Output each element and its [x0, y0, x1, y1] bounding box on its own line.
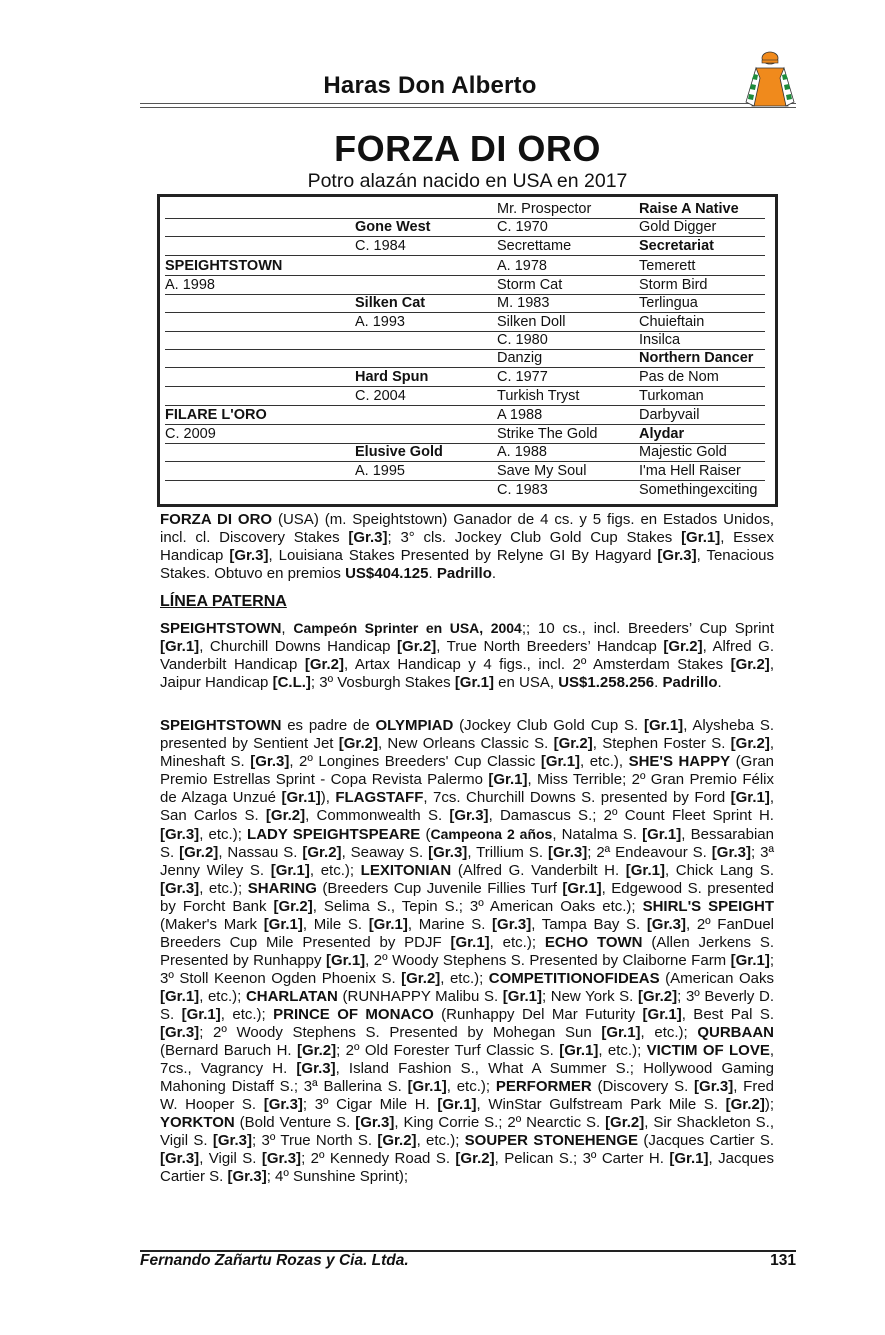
- text-run: ),: [320, 789, 336, 806]
- text-run: (RUNHAPPY Malibu S.: [337, 988, 503, 1005]
- bold-text: [Gr.3]: [263, 1096, 303, 1113]
- bold-text: [Gr.1]: [160, 638, 200, 655]
- text-run: , WinStar Gulfstream Park Mile S.: [476, 1096, 726, 1113]
- pedigree-table: [157, 194, 778, 507]
- pedigree-rule: [165, 275, 765, 276]
- pedigree-gen2-name: Silken Cat: [355, 295, 426, 311]
- bold-text: [Gr.2]: [265, 807, 306, 824]
- text-run: (Alfred G. Vanderbilt H.: [451, 862, 626, 879]
- pedigree-rule: [165, 294, 765, 295]
- pedigree-gen4-name: Majestic Gold: [639, 444, 727, 460]
- bold-text: VICTIM OF LOVE: [646, 1042, 770, 1059]
- pedigree-rule: [165, 443, 765, 444]
- text-run: , Jacques Cartier S.: [160, 1150, 774, 1185]
- text-run: (Maker's Mark: [160, 916, 264, 933]
- text-run: , Louisiana Stakes Presented by Relyne GI By Hagyard: [268, 547, 658, 564]
- bold-text: [Gr.3]: [160, 880, 200, 897]
- pedigree-gen3-name: Secrettame: [497, 238, 572, 254]
- header-rule-thin: [140, 107, 796, 108]
- text-run: ;; 10 cs., incl. Breeders’ Cup Sprint: [521, 620, 774, 637]
- pedigree-gen4-name: Storm Bird: [639, 277, 708, 293]
- horse-subtitle: Potro alazán nacido en USA en 2017: [307, 170, 628, 192]
- text-run: ; 3° cls. Jockey Club Gold Cup Stakes: [387, 529, 682, 546]
- text-run: , Churchill Downs Handicap: [199, 638, 398, 655]
- text-run: , Commonwealth S.: [305, 807, 450, 824]
- pedigree-gen3-info: M. 1983: [497, 295, 550, 311]
- text-run: ; 4º Sunshine Sprint);: [266, 1168, 409, 1185]
- bold-text: [Gr.3]: [711, 844, 751, 861]
- pedigree-gen3-name: Silken Doll: [497, 314, 566, 330]
- sire-record-paragraph: [160, 619, 774, 692]
- bold-text: YORKTON: [160, 1114, 235, 1131]
- bold-text: [Gr.2]: [553, 735, 593, 752]
- bold-text: [Gr.1]: [160, 988, 200, 1005]
- text-run: , etc.);: [199, 880, 248, 897]
- pedigree-gen3-name: Turkish Tryst: [497, 388, 580, 404]
- bold-text: Padrillo: [662, 674, 718, 691]
- bold-text: LEXITONIAN: [360, 862, 452, 879]
- text-run: ; 3ª Jenny Wiley S.: [160, 844, 774, 879]
- bold-text: [Gr.1]: [730, 789, 770, 806]
- text-run: ; 3º Cigar Mile H.: [302, 1096, 438, 1113]
- text-run: , etc.),: [580, 753, 629, 770]
- bold-text: SHIRL'S SPEIGHT: [642, 898, 774, 915]
- pedigree-gen4-name: Raise A Native: [639, 201, 739, 217]
- text-run: .: [428, 565, 437, 582]
- pedigree-gen2-info: C. 2004: [355, 388, 406, 404]
- breeder-name: Haras Don Alberto: [323, 72, 537, 99]
- pedigree-gen3-info: C. 1970: [497, 219, 548, 235]
- text-run: ; 3º Stoll Keenon Ogden Phoenix S.: [160, 952, 774, 987]
- pedigree-rule: [165, 386, 765, 387]
- bold-text: FORZA DI ORO: [160, 511, 273, 528]
- bold-text: [Gr.2]: [338, 735, 378, 752]
- text-run: , 7cs., Vagrancy H.: [160, 1042, 775, 1077]
- bold-text: [Gr.2]: [730, 656, 770, 673]
- bold-text: [Gr.3]: [229, 547, 269, 564]
- text-run: .: [717, 674, 722, 691]
- bold-text: [Gr.1]: [407, 1078, 447, 1095]
- pedigree-gen3-info: A 1988: [497, 407, 543, 423]
- text-run: (Bernard Baruch H.: [160, 1042, 297, 1059]
- bold-text: [Gr.3]: [250, 753, 290, 770]
- text-run: , Miss Terrible; 2º Gran Premio Félix de Alzaga Unzué: [160, 771, 774, 806]
- text-run: , Artax Handicap y 4 figs., incl. 2º Amsterdam Stakes: [344, 656, 731, 673]
- bold-text: [Gr.1]: [642, 1006, 682, 1023]
- pedigree-gen4-name: Secretariat: [639, 238, 714, 254]
- bold-text: [C.L.]: [272, 674, 311, 691]
- text-run: , Bessarabian S.: [160, 826, 774, 861]
- bold-text: [Gr.2]: [401, 970, 441, 987]
- race-record-paragraph: [160, 511, 774, 583]
- pedigree-gen2-info: A. 1993: [355, 314, 405, 330]
- bold-text: [Gr.1]: [502, 988, 542, 1005]
- pedigree-gen3-name: Strike The Gold: [497, 426, 598, 442]
- text-run: , Alfred G. Vanderbilt Handicap: [160, 638, 774, 673]
- bold-text: [Gr.1]: [181, 1006, 221, 1023]
- page-number: 131: [770, 1252, 796, 1269]
- bold-text: [Gr.3]: [160, 1150, 200, 1167]
- bold-text: [Gr.2]: [296, 1042, 337, 1059]
- text-run: , Alysheba S. presented by Sentient Jet: [160, 717, 775, 752]
- text-run: .: [654, 674, 663, 691]
- text-run: ; 3º Beverly D. S.: [160, 988, 775, 1023]
- pedigree-gen3-name: Danzig: [497, 350, 543, 366]
- text-run: , Jaipur Handicap: [160, 656, 774, 691]
- bold-text: [Gr.1]: [454, 674, 494, 691]
- text-run: , Essex Handicap: [160, 529, 775, 564]
- bold-text: [Gr.1]: [263, 916, 303, 933]
- bold-text: [Gr.1]: [730, 952, 770, 969]
- bold-text: [Gr.2]: [637, 988, 678, 1005]
- pedigree-gen4-name: Turkoman: [639, 388, 704, 404]
- pedigree-sire: SPEIGHTSTOWN: [165, 258, 283, 274]
- bold-text: [Gr.3]: [694, 1078, 734, 1095]
- pedigree-dam-info: C. 2009: [165, 426, 216, 442]
- bold-text: [Gr.2]: [730, 735, 770, 752]
- text-run: , Edgewood S. presented by Forcht Bank: [160, 880, 775, 915]
- text-run: , etc.);: [598, 1042, 647, 1059]
- text-run: , Damascus S.; 2º Count Fleet Sprint H.: [488, 807, 774, 824]
- text-run: , Sir Shackleton S., Vigil S.: [160, 1114, 774, 1149]
- bold-text: [Gr.2]: [397, 638, 437, 655]
- text-run: , Marine S.: [407, 916, 493, 933]
- footer-company: Fernando Zañartu Rozas y Cia. Ltda.: [140, 1252, 409, 1269]
- text-run: , 2º Longines Breeders' Cup Classic: [289, 753, 541, 770]
- bold-text: [Gr.3]: [160, 826, 200, 843]
- pedigree-gen3-name: Mr. Prospector: [497, 201, 592, 217]
- text-run: , Mineshaft S.: [160, 735, 775, 770]
- text-run: , New Orleans Classic S.: [377, 735, 554, 752]
- bold-text: [Gr.1]: [601, 1024, 641, 1041]
- bold-text: OLYMPIAD: [375, 717, 454, 734]
- pedigree-rule: [165, 480, 765, 481]
- pedigree-rule: [165, 218, 765, 219]
- pedigree-rule: [165, 236, 765, 237]
- bold-text: [Gr.2]: [605, 1114, 645, 1131]
- text-run: ,: [281, 620, 294, 637]
- pedigree-gen3-info: A. 1978: [497, 258, 547, 274]
- bold-text: [Gr.2]: [304, 656, 345, 673]
- bold-text: SHE'S HAPPY: [628, 753, 731, 770]
- text-run: , Selima S., Tepin S.; 3º American Oaks etc.);: [312, 898, 643, 915]
- pedigree-gen4-name: Insilca: [639, 332, 681, 348]
- bold-text: [Gr.3]: [355, 1114, 395, 1131]
- bold-text: [Gr.3]: [160, 1024, 200, 1041]
- text-run: , Trillium S.: [467, 844, 549, 861]
- text-run: , San Carlos S.: [160, 789, 774, 824]
- bold-text: PRINCE OF MONACO: [273, 1006, 434, 1023]
- text-run: .: [491, 565, 497, 582]
- text-run: ; New York S.: [541, 988, 638, 1005]
- bold-text: [Gr.1]: [540, 753, 581, 770]
- text-run: , etc.);: [440, 970, 489, 987]
- text-run: ; 2ª Endeavour S.: [587, 844, 712, 861]
- text-run: , King Corrie S.; 2º Nearctic S.: [394, 1114, 606, 1131]
- horse-name: FORZA DI ORO: [334, 128, 601, 169]
- bold-text: [Gr.1]: [625, 862, 665, 879]
- pedigree-gen4-name: Gold Digger: [639, 219, 717, 235]
- pedigree-gen4-name: Darbyvail: [639, 407, 700, 423]
- text-run: , etc.);: [489, 934, 545, 951]
- pedigree-gen4-name: I'ma Hell Raiser: [639, 463, 741, 479]
- text-run: , True North Breeders’ Handcap: [436, 638, 664, 655]
- pedigree-rule: [165, 255, 765, 256]
- pedigree-rule: [165, 331, 765, 332]
- pedigree-gen3-info: C. 1983: [497, 482, 548, 498]
- pedigree-dam: FILARE L'ORO: [165, 407, 267, 423]
- bold-text: LADY SPEIGHTSPEARE: [247, 826, 421, 843]
- text-run: , Chick Lang S.: [664, 862, 775, 879]
- pedigree-gen3-info: C. 1977: [497, 369, 548, 385]
- text-run: (Discovery S.: [591, 1078, 695, 1095]
- bold-text: [Gr.1]: [270, 862, 310, 879]
- bold-text: [Gr.2]: [273, 898, 313, 915]
- text-run: (Jockey Club Gold Cup S.: [453, 717, 644, 734]
- pedigree-gen4-name: Pas de Nom: [639, 369, 719, 385]
- bold-text: COMPETITIONOFIDEAS: [488, 970, 660, 987]
- text-run: , Island Fashion S., What A Summer S.; Hollywood Gaming Mahoning Distaff S.; 3ª Ballerina S.: [160, 1060, 774, 1095]
- text-run: (Allen Jerkens S. Presented by Runhappy: [160, 934, 774, 969]
- text-run: es padre de: [281, 717, 376, 734]
- text-run: , Natalma S.: [552, 826, 643, 843]
- text-run: , etc.);: [309, 862, 361, 879]
- pedigree-gen4-name: Northern Dancer: [639, 350, 754, 366]
- jockey-silks-icon: [742, 50, 798, 112]
- text-run: , Best Pal S.: [681, 1006, 774, 1023]
- text-run: (Gran Premio Estrellas Sprint - Copa Revista Palermo: [160, 753, 774, 788]
- bold-text: [Gr.1]: [488, 771, 528, 788]
- text-run: , 7cs. Churchill Downs S. presented by Ford: [423, 789, 731, 806]
- text-run: , Stephen Foster S.: [592, 735, 731, 752]
- pedigree-sire-info: A. 1998: [165, 277, 215, 293]
- text-run: en USA,: [494, 674, 559, 691]
- bold-text: [Gr.1]: [281, 789, 321, 806]
- text-run: , etc.);: [640, 1024, 698, 1041]
- bold-text: [Gr.2]: [663, 638, 703, 655]
- bold-text: [Gr.1]: [669, 1150, 709, 1167]
- text-run: , 2º FanDuel Breeders Cup Mile Presented by PDJF: [160, 916, 774, 951]
- text-run: (Bold Venture S.: [234, 1114, 356, 1131]
- text-run: ; 2º Old Forester Turf Classic S.: [336, 1042, 560, 1059]
- text-run: (: [420, 826, 431, 843]
- text-run: , etc.);: [416, 1132, 465, 1149]
- header-rule: [140, 103, 796, 104]
- text-run: , etc.);: [220, 1006, 274, 1023]
- bold-text: ECHO TOWN: [544, 934, 643, 951]
- bold-text: [Gr.3]: [261, 1150, 302, 1167]
- text-run: ; 3º Vosburgh Stakes: [310, 674, 455, 691]
- text-run: , Mile S.: [302, 916, 369, 933]
- text-run: , Tenacious Stakes. Obtuvo en premios: [160, 547, 774, 582]
- text-run: );: [764, 1096, 774, 1113]
- pedigree-rule: [165, 405, 765, 406]
- text-run: , Tampa Bay S.: [531, 916, 647, 933]
- text-run: ; 2º Kennedy Road S.: [301, 1150, 456, 1167]
- text-run: (Jacques Cartier S.: [638, 1132, 774, 1149]
- bold-text: [Gr.3]: [212, 1132, 253, 1149]
- bold-text: Campeona 2 años: [430, 826, 553, 842]
- pedigree-gen2-info: C. 1984: [355, 238, 406, 254]
- text-run: (Runhappy Del Mar Futurity: [433, 1006, 643, 1023]
- bold-text: QURBAAN: [697, 1024, 775, 1041]
- bold-text: [Gr.3]: [296, 1060, 336, 1077]
- bold-text: PERFORMER: [495, 1078, 592, 1095]
- bold-text: [Gr.3]: [548, 844, 588, 861]
- pedigree-gen3-info: A. 1988: [497, 444, 547, 460]
- pedigree-gen3-name: Save My Soul: [497, 463, 587, 479]
- bold-text: Campeón Sprinter en USA, 2004: [293, 620, 522, 636]
- pedigree-gen4-name: Terlingua: [639, 295, 698, 311]
- bold-text: [Gr.1]: [562, 880, 602, 897]
- text-run: , etc.);: [199, 826, 248, 843]
- pedigree-rule: [165, 367, 765, 368]
- bold-text: [Gr.1]: [437, 1096, 477, 1113]
- bold-text: [Gr.2]: [377, 1132, 417, 1149]
- text-run: , Pelican S.; 3º Carter H.: [494, 1150, 670, 1167]
- text-run: ; 3º True North S.: [252, 1132, 378, 1149]
- pedigree-gen2-name: Hard Spun: [355, 369, 429, 385]
- bold-text: [Gr.1]: [681, 529, 721, 546]
- text-run: , Fred W. Hooper S.: [160, 1078, 775, 1113]
- pedigree-rule: [165, 424, 765, 425]
- text-run: (Breeders Cup Juvenile Fillies Turf: [316, 880, 563, 897]
- bold-text: FLAGSTAFF: [335, 789, 424, 806]
- bold-text: [Gr.1]: [325, 952, 366, 969]
- pedigree-gen2-info: A. 1995: [355, 463, 405, 479]
- bold-text: [Gr.1]: [368, 916, 408, 933]
- pedigree-rule: [165, 349, 765, 350]
- text-run: , etc.);: [199, 988, 246, 1005]
- bold-text: [Gr.1]: [450, 934, 490, 951]
- bold-text: CHARLATAN: [245, 988, 338, 1005]
- bold-text: [Gr.3]: [227, 1168, 267, 1185]
- bold-text: US$1.258.256: [558, 674, 655, 691]
- sire-progeny-paragraph: [160, 717, 774, 1186]
- pedigree-gen4-name: Chuieftain: [639, 314, 705, 330]
- text-run: , 2º Woody Stephens S. Presented by Claiborne Farm: [365, 952, 731, 969]
- pedigree-gen2-name: Elusive Gold: [355, 444, 443, 460]
- bold-text: SPEIGHTSTOWN: [160, 717, 282, 734]
- bold-text: [Gr.3]: [449, 807, 489, 824]
- bold-text: [Gr.2]: [455, 1150, 495, 1167]
- bold-text: [Gr.3]: [657, 547, 697, 564]
- section-heading: LÍNEA PATERNA: [160, 593, 287, 610]
- bold-text: SOUPER STONEHENGE: [464, 1132, 639, 1149]
- pedigree-rule: [165, 312, 765, 313]
- text-run: , Seaway S.: [341, 844, 429, 861]
- text-run: , etc.);: [446, 1078, 496, 1095]
- text-run: , Nassau S.: [218, 844, 303, 861]
- text-run: (USA) (m. Speightstown) Ganador de 4 cs. y 5 figs. en Estados Unidos, incl. cl. Discovery Stakes: [160, 511, 774, 546]
- bold-text: Padrillo: [436, 565, 492, 582]
- bold-text: [Gr.2]: [302, 844, 342, 861]
- bold-text: [Gr.2]: [179, 844, 219, 861]
- bold-text: SHARING: [247, 880, 317, 897]
- pedigree-gen3-info: C. 1980: [497, 332, 548, 348]
- text-run: ; 2º Woody Stephens S. Presented by Mohegan Sun: [199, 1024, 602, 1041]
- pedigree-gen2-name: Gone West: [355, 219, 431, 235]
- pedigree-gen4-name: Temerett: [639, 258, 696, 274]
- pedigree-gen4-name: Somethingexciting: [639, 482, 758, 498]
- text-run: (American Oaks: [659, 970, 774, 987]
- pedigree-gen4-name: Alydar: [639, 426, 685, 442]
- bold-text: [Gr.1]: [559, 1042, 599, 1059]
- bold-text: US$404.125: [345, 565, 429, 582]
- text-run: , Vigil S.: [199, 1150, 262, 1167]
- bold-text: [Gr.1]: [644, 717, 684, 734]
- bold-text: [Gr.3]: [348, 529, 388, 546]
- bold-text: [Gr.2]: [725, 1096, 765, 1113]
- bold-text: [Gr.3]: [646, 916, 686, 933]
- bold-text: [Gr.3]: [492, 916, 532, 933]
- pedigree-gen3-name: Storm Cat: [497, 277, 563, 293]
- pedigree-rule: [165, 461, 765, 462]
- bold-text: [Gr.1]: [642, 826, 682, 843]
- bold-text: [Gr.3]: [428, 844, 468, 861]
- bold-text: SPEIGHTSTOWN: [160, 620, 282, 637]
